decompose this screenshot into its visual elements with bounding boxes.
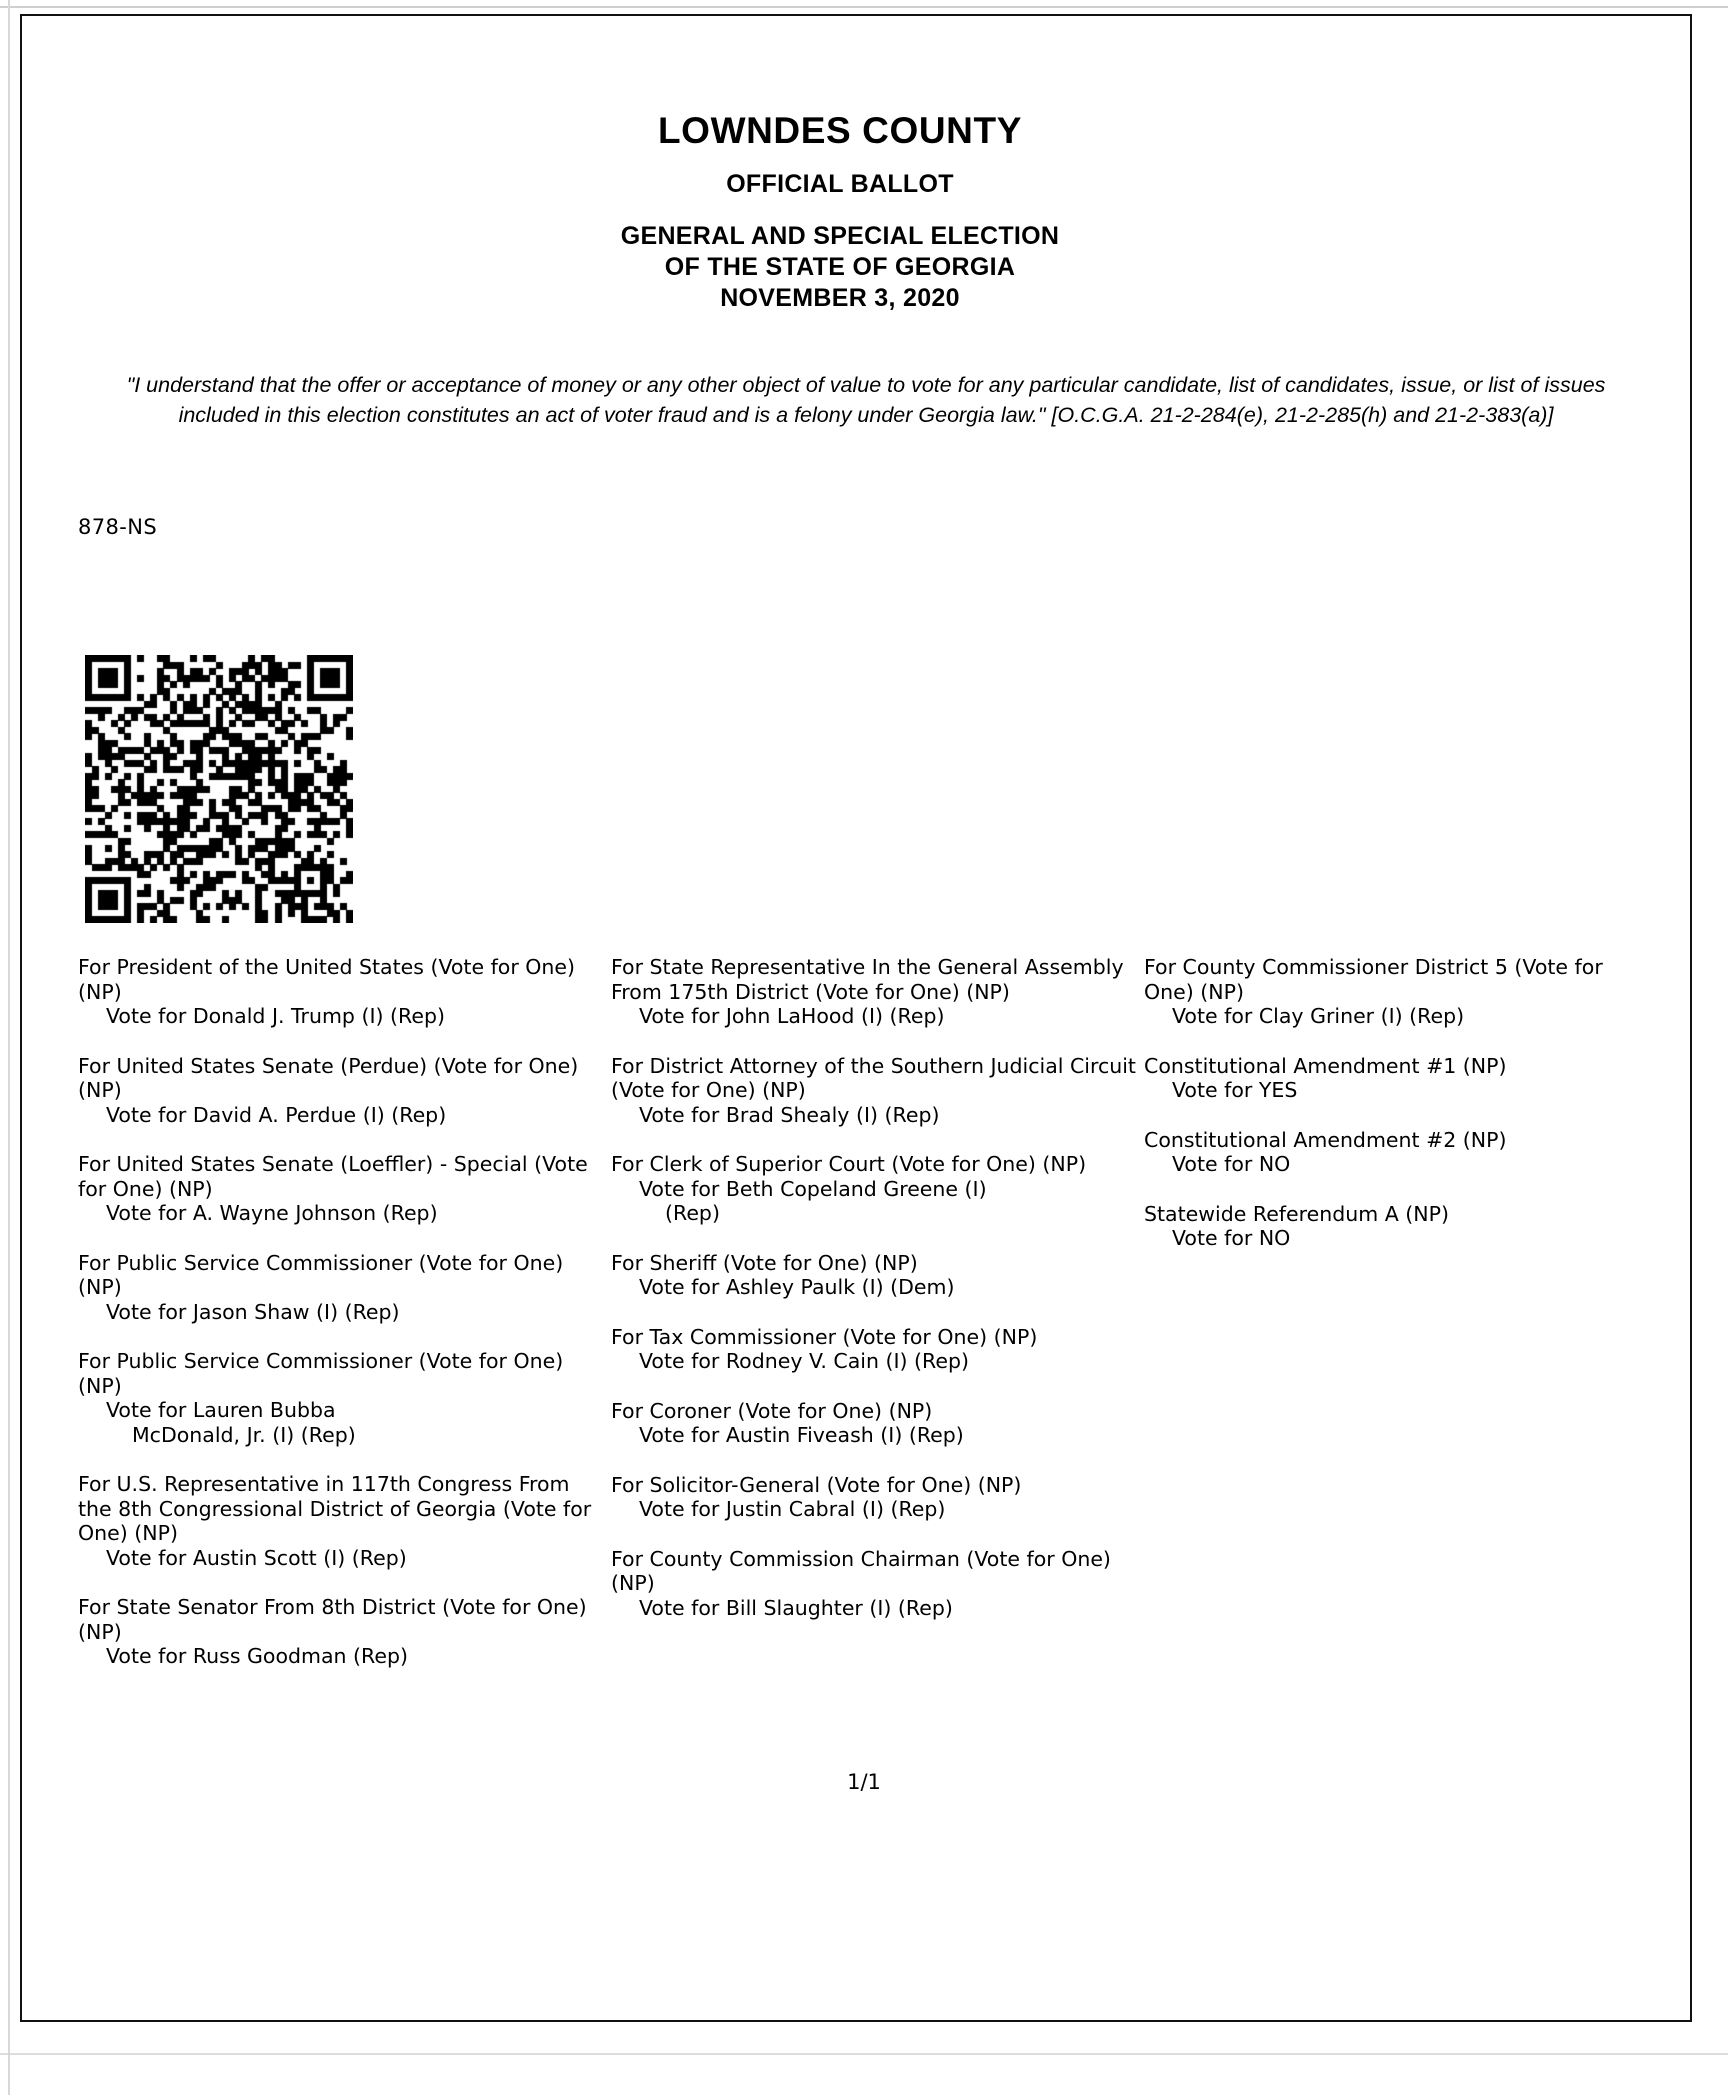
contest-title: For Sheriff (Vote for One) (NP): [611, 1250, 918, 1275]
contest-title: Constitutional Amendment #1 (NP): [1144, 1053, 1507, 1078]
election-date: NOVEMBER 3, 2020: [720, 284, 960, 312]
contest-selection: Vote for NO: [1172, 1226, 1291, 1250]
contest-title: For State Senator From 8th District (Vote for One) (NP): [78, 1595, 587, 1644]
contest-block: [611, 1054, 1136, 1128]
contest-title: For State Representative In the General Assembly From 175th District (Vote for One) (NP): [611, 955, 1124, 1004]
ballot-id: 878-NS: [78, 515, 158, 539]
contest-block: [78, 955, 603, 1029]
contest-title: For United States Senate (Loeffler) - Special (Vote for One) (NP): [78, 1152, 588, 1201]
ballot-type-title: OFFICIAL BALLOT: [726, 170, 954, 198]
contest-title: For President of the United States (Vote for One) (NP): [78, 955, 576, 1004]
contest-block: [78, 1472, 603, 1570]
contest-block: [1144, 1128, 1640, 1177]
contest-block: [611, 1473, 1136, 1522]
contest-block: [78, 1152, 603, 1226]
contest-selection: Vote for YES: [1172, 1078, 1298, 1102]
contest-selection: Vote for NO: [1172, 1152, 1291, 1176]
contest-selection: Vote for Donald J. Trump (I) (Rep): [106, 1004, 445, 1028]
contest-selection: Vote for Bill Slaughter (I) (Rep): [639, 1595, 953, 1620]
contest-title: For District Attorney of the Southern Judicial Circuit (Vote for One) (NP): [611, 1053, 1136, 1102]
contest-selection: Vote for Justin Cabral (I) (Rep): [639, 1497, 946, 1521]
contest-block: [611, 955, 1136, 1029]
scan-edge-top: [0, 6, 1728, 8]
contest-block: [1144, 955, 1640, 1029]
contest-title: For Coroner (Vote for One) (NP): [611, 1398, 933, 1423]
contest-selection: Vote for Ashley Paulk (I) (Dem): [639, 1275, 955, 1299]
contest-selection-continued: McDonald, Jr. (I) (Rep): [132, 1422, 356, 1447]
contest-block: [611, 1547, 1136, 1621]
election-title-line2: OF THE STATE OF GEORGIA: [664, 253, 1016, 281]
page-number: 1/1: [847, 1770, 881, 1794]
contest-block: [78, 1349, 603, 1447]
contest-block: [611, 1325, 1136, 1374]
contest-column-2: [611, 955, 1144, 1694]
election-title-line1: GENERAL AND SPECIAL ELECTION: [620, 222, 1060, 250]
contest-block: [611, 1251, 1136, 1300]
contest-block: [78, 1595, 603, 1669]
contest-block: [1144, 1054, 1640, 1103]
contest-title: For Public Service Commissioner (Vote for One) (NP): [78, 1349, 564, 1398]
contest-selection: Vote for Beth Copeland Greene (I): [639, 1176, 987, 1201]
scan-edge-bottom: [0, 2053, 1728, 2055]
contest-title: Statewide Referendum A (NP): [1144, 1201, 1449, 1226]
contest-block: [78, 1054, 603, 1128]
contest-selection: Vote for David A. Perdue (I) (Rep): [106, 1102, 447, 1127]
contest-title: For Tax Commissioner (Vote for One) (NP): [611, 1324, 1038, 1349]
contest-selection: Vote for John LaHood (I) (Rep): [639, 1004, 945, 1028]
contest-selection: Vote for Austin Scott (I) (Rep): [106, 1545, 407, 1570]
contest-selection: Vote for Brad Shealy (I) (Rep): [639, 1102, 940, 1127]
contest-title: Constitutional Amendment #2 (NP): [1144, 1127, 1507, 1152]
ballot-header: [60, 110, 1620, 314]
contest-title: For Solicitor-General (Vote for One) (NP): [611, 1472, 1022, 1497]
contest-selection: Vote for Austin Fiveash (I) (Rep): [639, 1423, 964, 1447]
contest-selection: Vote for Clay Griner (I) (Rep): [1172, 1004, 1465, 1028]
contest-selection: Vote for Lauren Bubba: [106, 1398, 336, 1422]
contest-columns: [78, 955, 1648, 1694]
contest-selection: Vote for Jason Shaw (I) (Rep): [106, 1299, 400, 1324]
contest-title: For United States Senate (Perdue) (Vote for One) (NP): [78, 1053, 579, 1102]
contest-title: For County Commission Chairman (Vote for One) (NP): [611, 1546, 1111, 1595]
ballot-qr-code: [85, 655, 353, 923]
county-title: LOWNDES COUNTY: [657, 110, 1022, 151]
contest-title: For Public Service Commissioner (Vote for One) (NP): [78, 1250, 564, 1299]
voter-oath-text: "I understand that the offer or acceptance of money or any other object of value to vote for any particular candidate, list of candidates, issue, or list of issues included in this election constitutes an act of voter fraud and is a felony under Georgia law." [O.C.G.A. 21-2-284(e), 21-2-285(h) and 21-2-383(a)]: [126, 373, 1606, 427]
contest-title: For County Commissioner District 5 (Vote for One) (NP): [1144, 955, 1603, 1004]
contest-block: [78, 1251, 603, 1325]
contest-column-1: [78, 955, 611, 1694]
contest-selection: Vote for A. Wayne Johnson (Rep): [106, 1201, 438, 1225]
contest-block: [611, 1399, 1136, 1448]
contest-title: For U.S. Representative in 117th Congress From the 8th Congressional District of Georgia (Vote for One) (NP): [78, 1472, 592, 1545]
contest-selection: Vote for Russ Goodman (Rep): [106, 1644, 409, 1668]
contest-block: [611, 1152, 1136, 1226]
contest-selection-continued: (Rep): [665, 1201, 720, 1225]
contest-title: For Clerk of Superior Court (Vote for One) (NP): [611, 1152, 1087, 1176]
contest-block: [1144, 1202, 1640, 1251]
contest-column-3: [1144, 955, 1648, 1694]
contest-selection: Vote for Rodney V. Cain (I) (Rep): [639, 1349, 969, 1373]
